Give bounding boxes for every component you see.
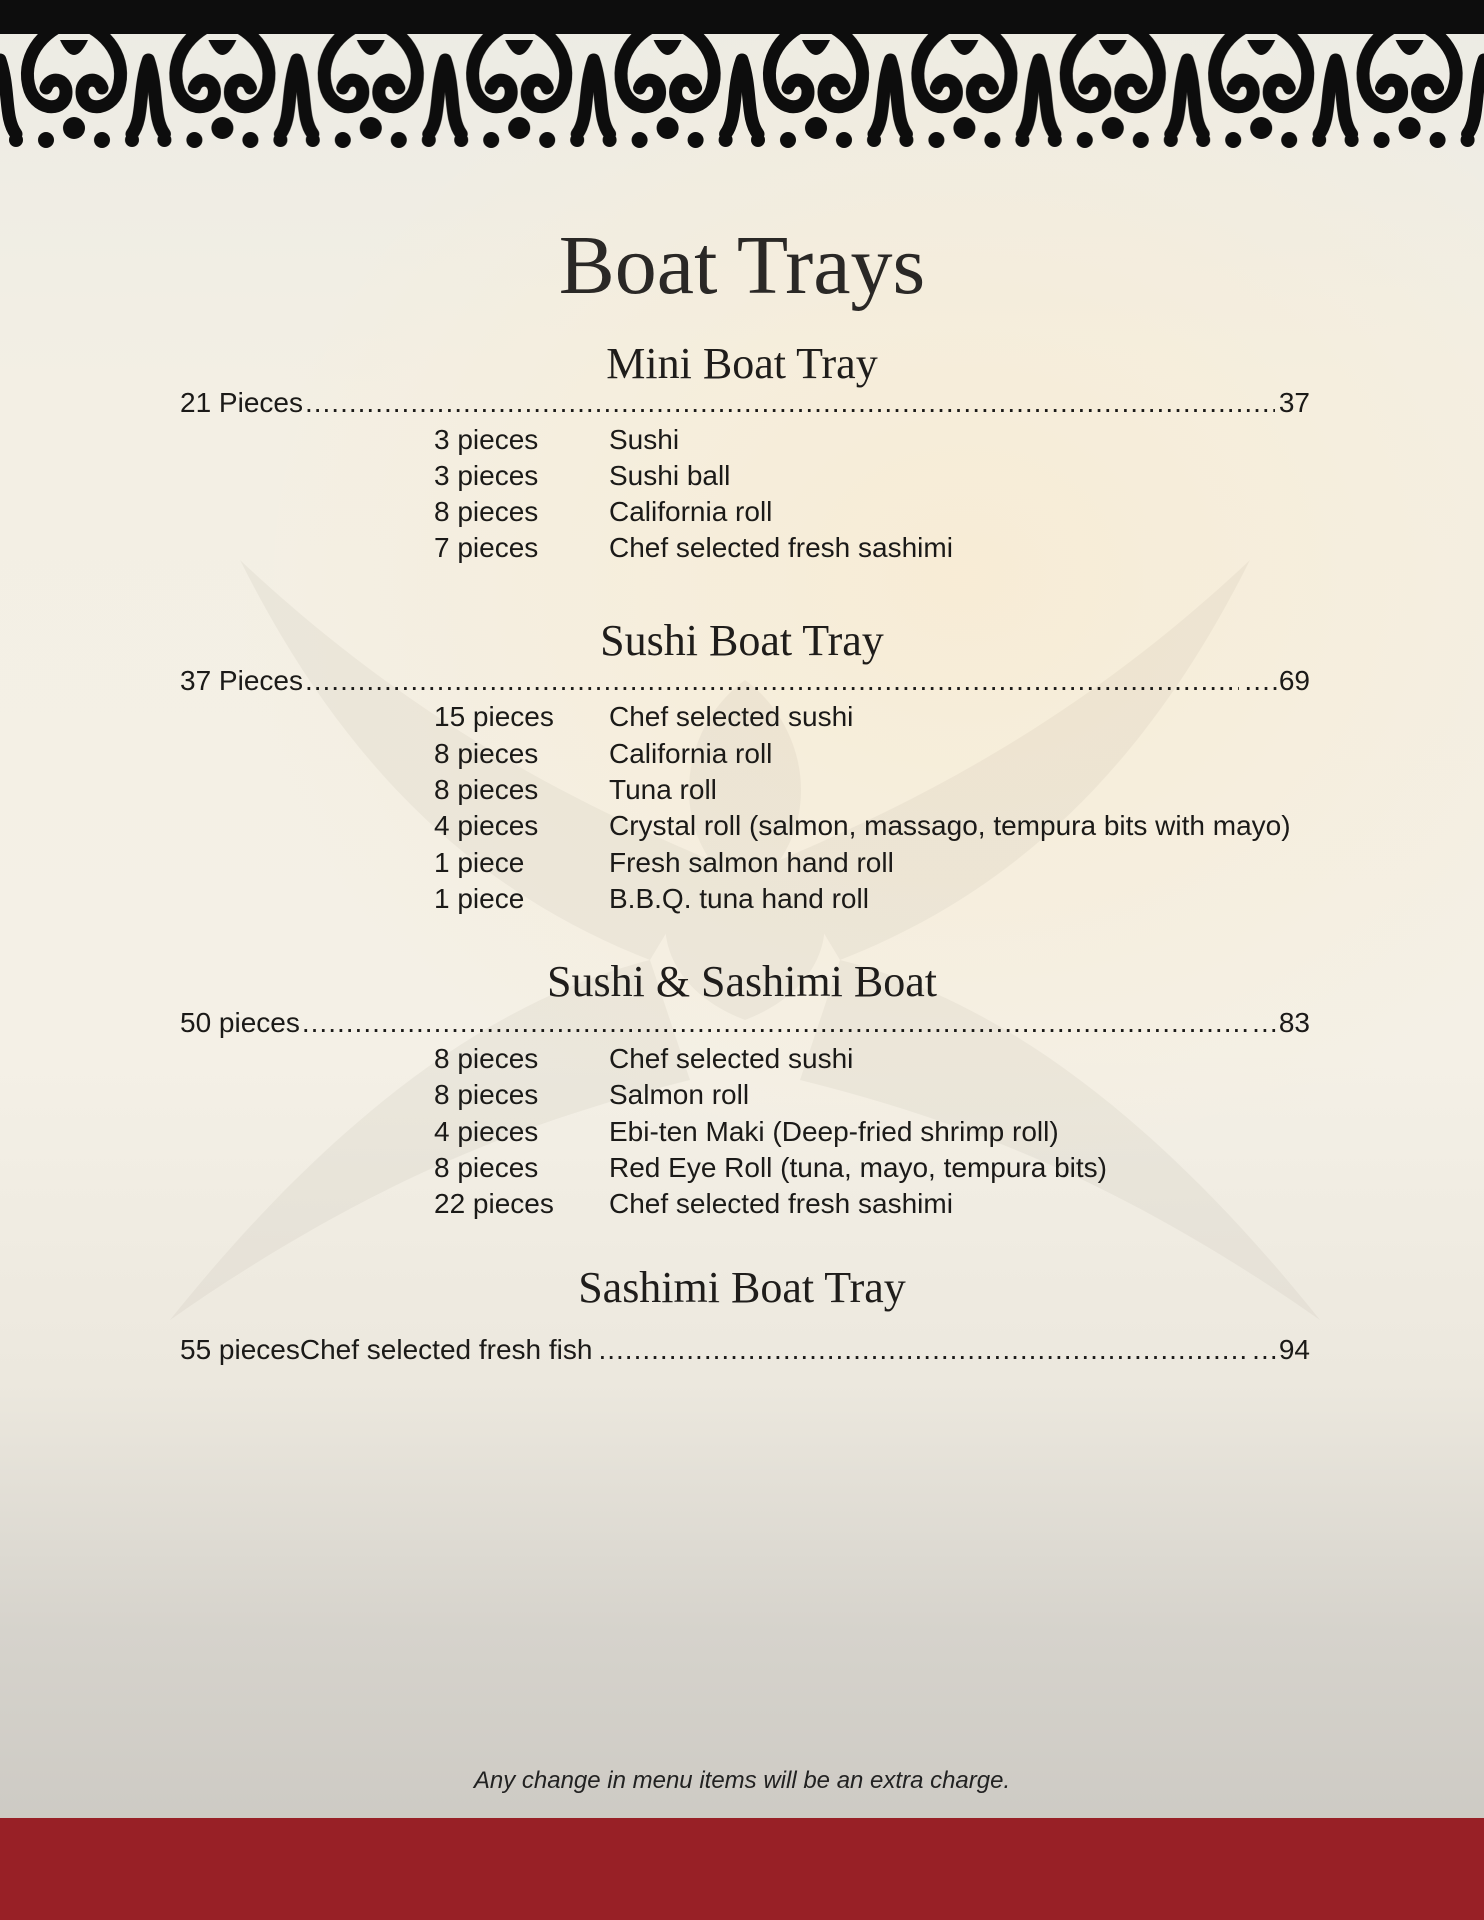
price: ….69 <box>1243 665 1310 696</box>
item-quantity: 8 pieces <box>434 496 539 527</box>
section-title-mini-boat-tray: Mini Boat Tray <box>606 339 878 388</box>
item-quantity: 8 pieces <box>434 1043 539 1074</box>
list-item <box>434 423 679 457</box>
item-quantity: 8 pieces <box>434 738 539 769</box>
item-description: Red Eye Roll (tuna, mayo, tempura bits) <box>609 1152 1107 1183</box>
item-description: B.B.Q. tuna hand roll <box>609 883 869 914</box>
piece-count: 21 Pieces <box>180 387 303 418</box>
item-description: Ebi-ten Maki (Deep-fried shrimp roll) <box>609 1116 1059 1147</box>
ornamental-border <box>0 0 1484 152</box>
dot-leader <box>305 386 1275 420</box>
list-item <box>434 1042 853 1076</box>
list-item <box>434 1151 1107 1185</box>
item-quantity: 4 pieces <box>434 810 539 841</box>
item-quantity: 1 piece <box>434 883 525 914</box>
list-item <box>434 846 894 880</box>
item-description: Chef selected fresh sashimi <box>609 532 953 563</box>
list-item <box>434 737 772 771</box>
item-quantity: 8 pieces <box>434 774 539 805</box>
item-quantity: 22 pieces <box>434 1188 554 1219</box>
list-item <box>434 495 772 529</box>
list-item <box>434 459 730 493</box>
item-description: Crystal roll (salmon, massago, tempura bits with mayo) <box>609 810 1291 841</box>
item-description: Salmon roll <box>609 1079 750 1110</box>
list-item <box>434 882 869 916</box>
dot-leader <box>598 1333 1246 1367</box>
piece-count: 55 pieces <box>180 1334 300 1365</box>
dot-leader <box>305 664 1239 698</box>
item-quantity: 3 pieces <box>434 424 539 455</box>
list-item <box>434 700 853 734</box>
item-description: California roll <box>609 496 773 527</box>
list-item <box>434 773 717 807</box>
item-description: Chef selected sushi <box>609 1043 854 1074</box>
item-description: Sushi <box>609 424 680 455</box>
price: …83 <box>1250 1007 1310 1038</box>
item-description: Chef selected fresh sashimi <box>609 1188 953 1219</box>
item-quantity: 15 pieces <box>434 701 554 732</box>
price-line-sushi-boat-tray <box>180 664 1310 698</box>
price-line-sashimi-boat-tray <box>180 1333 1310 1367</box>
price: …94 <box>1250 1334 1310 1365</box>
item-quantity: 1 piece <box>434 847 525 878</box>
footer-bar <box>0 1818 1484 1920</box>
item-description: Fresh salmon hand roll <box>609 847 894 878</box>
item-quantity: 3 pieces <box>434 460 539 491</box>
page-title: Boat Trays <box>558 219 926 312</box>
piece-count: 37 Pieces <box>180 665 303 696</box>
list-item <box>434 809 1291 843</box>
list-item <box>434 531 953 565</box>
extra-charge-note: Any change in menu items will be an extra charge. <box>473 1767 1011 1794</box>
item-quantity: 7 pieces <box>434 532 539 563</box>
price-line-sushi-sashimi-boat <box>180 1006 1310 1040</box>
section-title-sushi-sashimi-boat: Sushi & Sashimi Boat <box>547 957 937 1006</box>
list-item <box>434 1187 953 1221</box>
item-description: Chef selected fresh fish <box>299 1334 593 1365</box>
item-description: Tuna roll <box>609 774 717 805</box>
item-quantity: 4 pieces <box>434 1116 539 1147</box>
item-description: California roll <box>609 738 773 769</box>
section-title-sashimi-boat-tray: Sashimi Boat Tray <box>578 1263 906 1312</box>
list-item <box>434 1115 1059 1149</box>
piece-count: 50 pieces <box>180 1007 300 1038</box>
section-title-sushi-boat-tray: Sushi Boat Tray <box>600 616 884 665</box>
price: 37 <box>1278 387 1310 418</box>
price-line-mini-boat-tray <box>180 386 1310 420</box>
item-quantity: 8 pieces <box>434 1079 539 1110</box>
list-item <box>434 1078 749 1112</box>
item-description: Sushi ball <box>609 460 731 491</box>
item-quantity: 8 pieces <box>434 1152 539 1183</box>
dot-leader <box>302 1006 1247 1040</box>
item-description: Chef selected sushi <box>609 701 854 732</box>
